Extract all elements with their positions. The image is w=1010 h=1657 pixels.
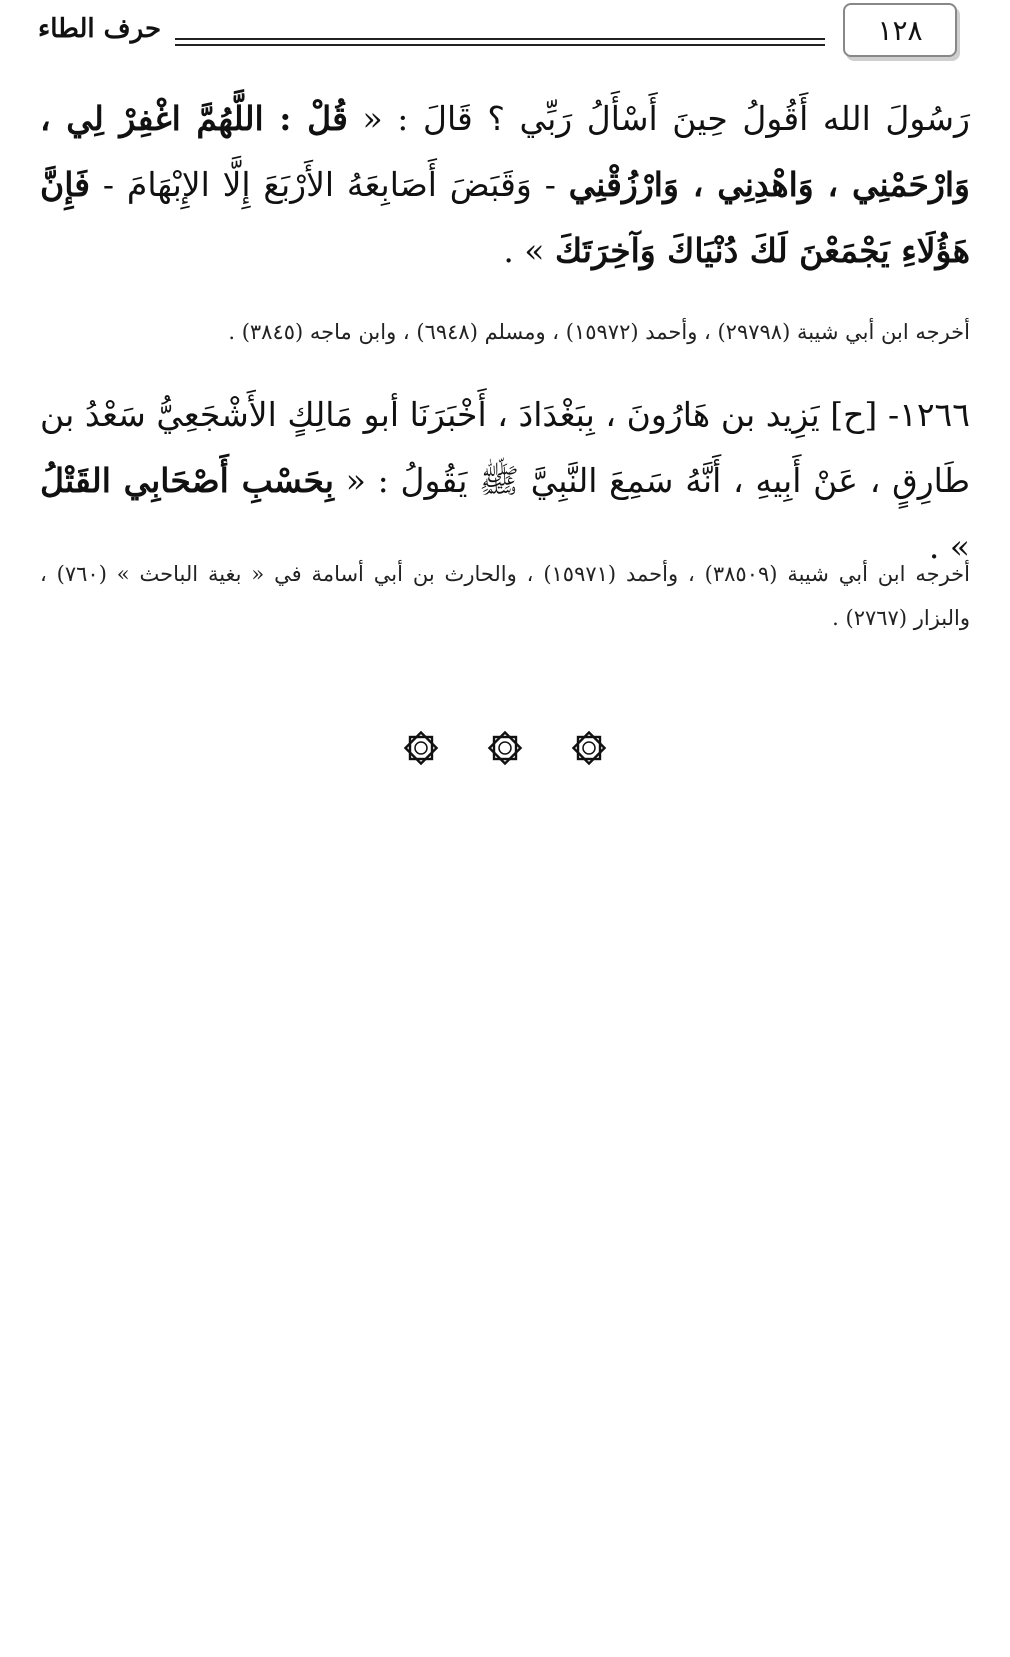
header-rule (175, 38, 825, 40)
page-header (0, 0, 1010, 70)
hadith-1265-continuation (40, 86, 970, 284)
hadith-quote-bold: قُلْ : اللَّهُمَّ اغْفِرْ لِي ، وَارْحَمْنِي ، وَاهْدِنِي ، وَارْزُقْنِي (40, 99, 970, 204)
footnote-2: أخرجه ابن أبي شيبة (٣٨٥٠٩) ، وأحمد (١٥٩٧١) ، والحارث بن أبي أسامة في « بغية الباحث » (٧٦٠) ، والبزار (٢٧٦٧) . (40, 562, 970, 630)
hadith-text: رَسُولَ الله أَقُولُ حِينَ أَسْأَلُ رَبِّي ؟ قَالَ : « (347, 99, 970, 138)
hadith-text: - وَقَبَضَ أَصَابِعَهُ الأَرْبَعَ إِلَّا الإِبْهَامَ - (90, 165, 569, 204)
running-title: حرف الطاء (38, 14, 162, 44)
page-number: ١٢٨ (843, 3, 957, 57)
star-ornament-icon (569, 728, 609, 768)
hadith-text: » . (503, 231, 555, 270)
hadith-text: » . (928, 527, 970, 566)
header-rule (175, 44, 825, 46)
section-divider-ornaments (0, 728, 1010, 768)
star-ornament-icon (485, 728, 525, 768)
hadith-quote-bold: بِحَسْبِ أَصْحَابِي القَتْلُ (40, 461, 334, 500)
footnote-1: أخرجه ابن أبي شيبة (٢٩٧٩٨) ، وأحمد (١٥٩٧٢) ، ومسلم (٦٩٤٨) ، وابن ماجه (٣٨٤٥) . (228, 320, 970, 344)
hadith-number: ١٢٦٦- (887, 395, 970, 434)
hadith-text: [ح] يَزِيد بن هَارُونَ ، بِبَغْدَادَ ، أَخْبَرَنَا أبو مَالِكٍ الأَشْجَعِيُّ سَعْدُ بن طَارِقٍ ، عَنْ أَبِيهِ ، أَنَّهُ سَمِعَ النَّبِيَّ ﷺ يَقُولُ : « (40, 395, 970, 500)
star-ornament-icon (401, 728, 441, 768)
hadith-1266 (40, 382, 970, 580)
hadith-quote-bold: فَإِنَّ هَؤُلَاءِ يَجْمَعْنَ لَكَ دُنْيَاكَ وَآخِرَتَكَ (40, 165, 970, 270)
